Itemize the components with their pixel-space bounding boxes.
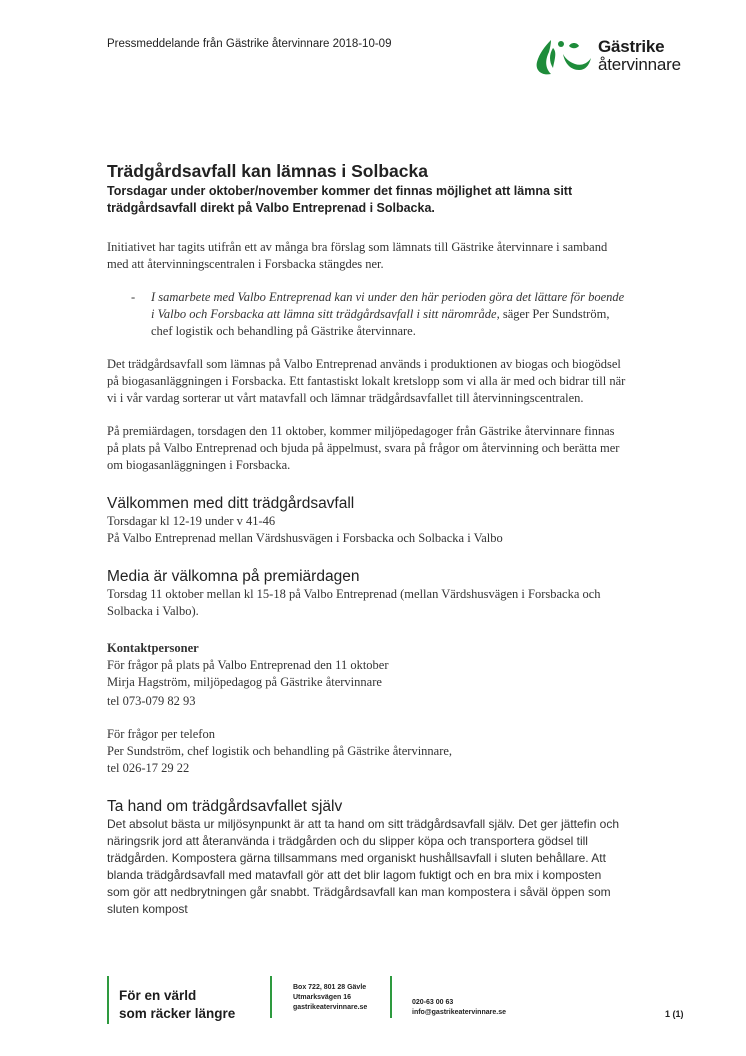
footer-address: [293, 983, 367, 1013]
contact1-phone: tel 073-079 82 93: [107, 694, 196, 708]
contacts-title: Kontaktpersoner: [107, 641, 199, 655]
selfcare-heading: Ta hand om trädgårdsavfallet själv: [107, 798, 343, 815]
footer-phone: 020-63 00 63: [412, 999, 454, 1006]
press-release-header: Pressmeddelande från Gästrike återvinnare 2018-10-09: [107, 38, 392, 50]
address-line-2: Utmarksvägen 16: [293, 994, 351, 1001]
paragraph-premiere: På premiärdagen, torsdagen den 11 oktober, kommer miljöpedagoger från Gästrike återvinnare finnas på plats på Valbo Entreprenad och bjuda på äppelmust, svara på frågor om återvinning och berätta mer om biogasanläggningen i Forsbacka.: [107, 424, 620, 472]
contact2-phone: tel 026-17 29 22: [107, 761, 190, 775]
logo-line-1: Gästrike: [598, 37, 665, 56]
quote-text: I samarbete med Valbo Entreprenad kan vi under den här perioden göra det lättare för boende i Valbo och Forsbacka att lämna sitt trädgårdsavfall i sitt närområde,: [151, 290, 625, 321]
footer-email[interactable]: info@gastrikeatervinnare.se: [412, 1009, 506, 1016]
welcome-location: På Valbo Entreprenad mellan Värdshusvägen i Forsbacka och Solbacka i Valbo: [107, 531, 503, 545]
logo-wordmark: [598, 38, 681, 74]
media-heading: Media är välkomna på premiärdagen: [107, 568, 360, 585]
footer-divider: [270, 976, 272, 1018]
footer-divider: [107, 976, 109, 1024]
contact1-name: Mirja Hagström, miljöpedagog på Gästrike återvinnare: [107, 675, 382, 689]
welcome-heading: Välkommen med ditt trädgårdsavfall: [107, 495, 355, 512]
footer-slogan: [119, 987, 235, 1023]
slogan-line-2: som räcker längre: [119, 1006, 236, 1021]
article-title: Trädgårdsavfall kan lämnas i Solbacka: [107, 161, 428, 181]
footer-contact: [412, 998, 506, 1018]
quote-dash: -: [131, 290, 136, 304]
contact2-context: För frågor per telefon: [107, 727, 215, 741]
address-website[interactable]: gastrikeatervinnare.se: [293, 1004, 368, 1011]
article-lead: Torsdagar under oktober/november kommer det finnas möjlighet att lämna sitt trädgårdsavfall direkt på Valbo Entreprenad i Solbacka.: [107, 184, 573, 215]
quote-block: [107, 289, 627, 340]
contact2-name: Per Sundström, chef logistik och behandling på Gästrike återvinnare,: [107, 744, 453, 758]
intro-paragraph: Initiativet har tagits utifrån ett av många bra förslag som lämnats till Gästrike återvinnare i samband med att återvinningscentralen i Forsbacka stängdes ner.: [107, 240, 608, 271]
contact1-context: För frågor på plats på Valbo Entreprenad den 11 oktober: [107, 658, 389, 672]
quote-attribution: säger Per Sundström, chef logistik och behandling på Gästrike återvinnare.: [151, 307, 610, 338]
footer-divider: [390, 976, 392, 1018]
company-logo: [535, 36, 705, 80]
article: [107, 160, 627, 918]
page-footer: [0, 972, 746, 1032]
address-line-1: Box 722, 801 28 Gävle: [293, 984, 367, 991]
slogan-line-1: För en värld: [119, 988, 197, 1003]
page-number: 1 (1): [665, 1009, 684, 1019]
selfcare-text: Det absolut bästa ur miljösynpunkt är att ta hand om sitt trädgårdsavfall själv. Det ger jättefin och näringsrik jord att återanvända i trädgården och du slipper köpa och transportera gödsel till trädgården. Kompostera gärna tillsammans med organiskt hushållsavfall i sluten behållare. Att blanda trädgårdsavfall med matavfall gör att det blir lagom fuktigt och en bra mix i komposten som gör att nedbrytningen går snabbt. Trädgårdsavfall kan man kompostera i såväl öppen som sluten kompost: [107, 817, 620, 916]
media-text: Torsdag 11 oktober mellan kl 15-18 på Valbo Entreprenad (mellan Värdshusvägen i Forsbacka och Solbacka i Valbo).: [107, 587, 601, 618]
paragraph-biogas: Det trädgårdsavfall som lämnas på Valbo Entreprenad används i produktionen av biogas och biogödsel på biogasanläggningen i Forsbacka. Ett fantastiskt lokalt kretslopp som vi alla är med och bidrar till när vi i vår vardag sorterar ut vårt matavfall och lämnar trädgårdsavfallet till återvinningscentralen.: [107, 357, 626, 405]
logo-line-2: återvinnare: [598, 55, 681, 74]
welcome-hours: Torsdagar kl 12-19 under v 41-46: [107, 514, 276, 528]
leaf-logo-icon: [535, 36, 595, 78]
